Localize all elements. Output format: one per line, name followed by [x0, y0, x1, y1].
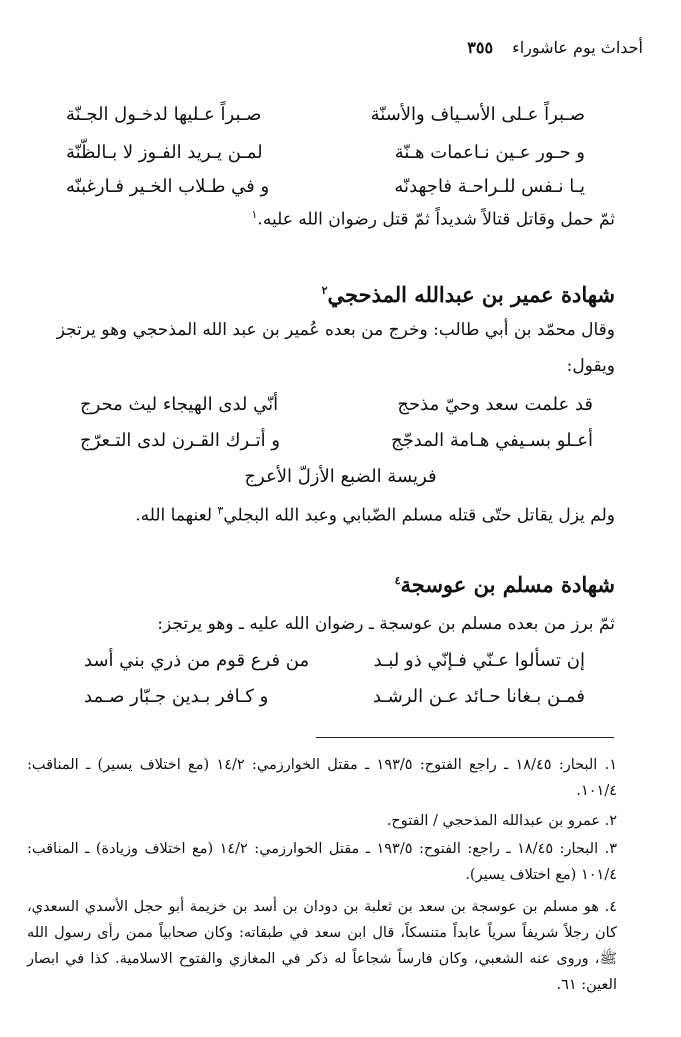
footnote-1: ١. البحار: ١٨/٤٥ ـ راجع الفتوح: ١٩٣/٥ ـ مقتل الخوارزمي: ١٤/٢ (مع اختلاف يسير) ـ المناقب: ١٠١/٤.	[27, 757, 617, 799]
verse-hemistich-left: و أتـرك القـرن لدى التـعرّج	[80, 430, 281, 451]
verse-hemistich-right: صـبراً عـلى الأسـياف والأسنّة	[370, 104, 585, 125]
verse-hemistich-left: أنّي لدى الهيجاء ليث محرج	[80, 394, 279, 415]
verse-hemistich-right: و حـور عـين نـاعمات هـنّة	[394, 142, 585, 163]
footnote-separator	[316, 737, 614, 738]
page-number: ٣٥٥	[467, 38, 494, 57]
verse-hemistich-left: لمـن يـريد الفـوز لا بـالظّنّة	[66, 142, 263, 163]
closing-text: ثمّ حمل وقاتل قتالاً شديداً ثمّ قتل رضوان الله عليه.	[257, 209, 615, 230]
verse-hemistich-left: من فرع قوم من ذري بني أسد	[84, 650, 310, 671]
verse-hemistich-right: فمـن بـغانا حـائد عـن الرشـد	[372, 686, 585, 707]
paragraph-intro-line: ويقول:	[566, 356, 615, 376]
running-title: أحداث يوم عاشوراء	[512, 38, 643, 57]
footnote-ref: ٣	[217, 504, 224, 517]
footnote-ref: ١	[251, 208, 258, 221]
verse-hemistich-left: و في طـلاب الخـير فـارغبنّه	[66, 176, 270, 197]
paragraph-intro-line: وقال محمّد بن أبي طالب: وخرج من بعده عُمير بن عبد الله المذحجي وهو يرتجز	[56, 320, 615, 340]
paragraph-closing-2	[135, 504, 615, 526]
running-header	[467, 38, 643, 57]
heading-text: شهادة مسلم بن عوسجة	[400, 572, 615, 597]
closing-text-end: لعنهما الله.	[135, 505, 213, 526]
footnote-3: ٣. البحار: ١٨/٤٥ ـ راجع: الفتوح: ١٩٣/٥ ـ مقتل الخوارزمي: ١٤/٢ (مع اختلاف وزيادة) ـ المناقب: ١٠١/٤ (مع اختلاف يسير).	[27, 841, 617, 883]
verse-hemistich-right: إن تسألوا عـنّي فـإنّي ذو لبـد	[373, 650, 585, 671]
footnote-2: ٢. عمرو بن عبدالله المذحجي / الفتوح.	[386, 813, 617, 829]
verse-hemistich-right: أعـلو بسـيفي هـامة المدجّج	[391, 430, 593, 451]
paragraph-closing-1	[252, 208, 616, 230]
heading-text: شهادة عمير بن عبدالله المذحجي	[327, 282, 615, 307]
section-heading-muslim	[395, 572, 615, 597]
single-verse: فريسة الضبع الأزلّ الأعرج	[244, 466, 437, 487]
closing-text: ولم يزل يقاتل حتّى قتله مسلم الضّبابي وعبد الله البجلي	[223, 505, 615, 526]
verse-hemistich-right: يـا نـفس للـراحـة فاجهدنّه	[394, 176, 585, 197]
footnote-ref: ٢	[321, 284, 328, 297]
footnote-4: ٤. هو مسلم بن عوسجة بن سعد بن ثعلبة بن دودان بن أسد بن خزيمة أبو حجل الأسدي السعدي، كان رجلاً شريفاً سرياً عابداً متنسكاً، قال ابن سعد في طبقاته: وكان صحابياً ممن رأى رسول الله ﷺ، وروى عنه الشعبي، وكان فارساً شجاعاً له ذكر في المغازي والفتوح الاسلامية. كذا في ابصار العين: ٦١.	[27, 899, 618, 993]
section-heading-umair	[322, 282, 615, 307]
paragraph-intro-line: ثمّ برز من بعده مسلم بن عوسجة ـ رضوان الله عليه ـ وهو يرتجز:	[157, 614, 615, 634]
footnote-ref: ٤	[394, 574, 401, 587]
verse-hemistich-left: صـبراً عـليها لدخـول الجـنّة	[66, 104, 262, 125]
verse-hemistich-right: قد علمت سعد وحيّ مذحج	[397, 394, 593, 415]
verse-hemistich-left: و كـافر بـدين جـبّار صـمد	[84, 686, 269, 707]
